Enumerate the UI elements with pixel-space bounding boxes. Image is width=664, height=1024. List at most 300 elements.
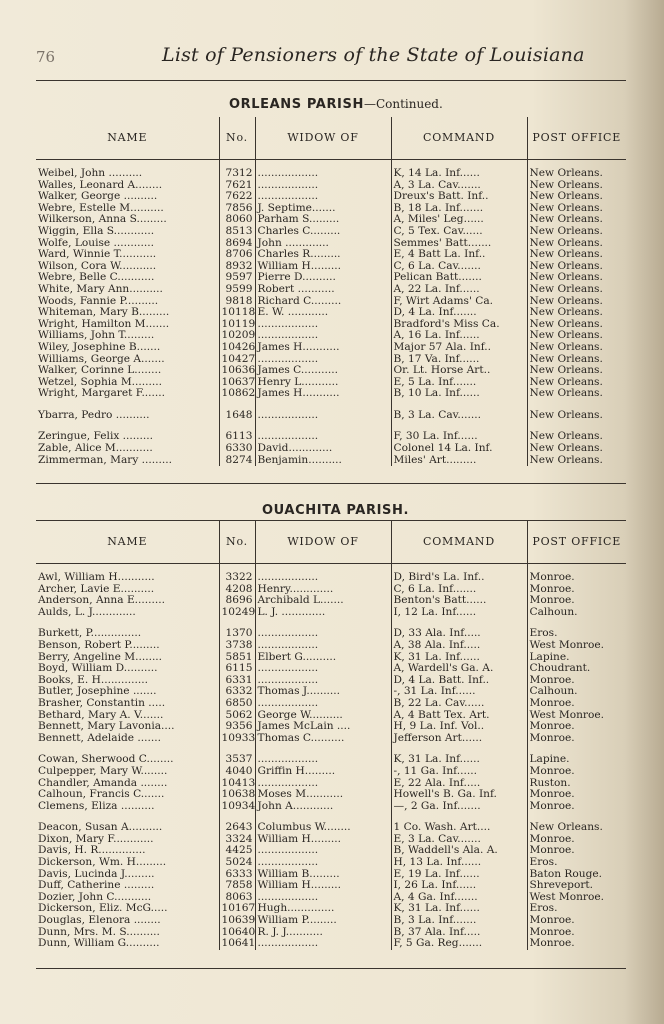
post-office-cell: New Orleans. [527, 203, 626, 215]
command-cell: H, 13 La. Inf...... [391, 857, 527, 869]
number-cell: 4040 [219, 766, 255, 778]
number-cell: 10639 [219, 915, 255, 927]
post-office-cell: Monroe. [527, 584, 626, 596]
ouachita-bottom-rule [36, 968, 626, 969]
name-cell: Bennett, Adelaide ....... [38, 732, 162, 744]
number-cell: 10934 [219, 801, 255, 813]
widow-cell: .................. [255, 754, 391, 766]
table-row [36, 801, 626, 813]
number-cell: 8063 [219, 892, 255, 904]
number-cell: 10426 [219, 342, 255, 354]
number-cell: 3322 [219, 564, 255, 584]
group-spacer [36, 812, 626, 822]
post-office-cell: Monroe. [527, 845, 626, 857]
post-office-cell: Eros. [527, 628, 626, 640]
post-office-cell: West Monroe. [527, 640, 626, 652]
command-cell: A, 3 La. Cav....... [391, 180, 527, 192]
table-row [36, 455, 626, 467]
post-office-cell: New Orleans. [527, 822, 626, 834]
table-row [36, 766, 626, 778]
post-office-cell: New Orleans. [527, 214, 626, 226]
widow-column-header: WIDOW OF [255, 117, 391, 160]
header-rule [36, 80, 626, 81]
command-cell: Bradford's Miss Ca. [391, 319, 527, 331]
number-cell: 10638 [219, 789, 255, 801]
widow-cell: .................. [255, 330, 391, 342]
number-cell: 9356 [219, 721, 255, 733]
command-cell: Jefferson Art...... [391, 733, 527, 745]
command-cell: B, 10 La. Inf...... [391, 388, 527, 400]
widow-cell: Parham S......... [255, 214, 391, 226]
table-row [36, 628, 626, 640]
command-cell: Colonel 14 La. Inf. [391, 443, 527, 455]
command-cell: B, 17 Va. Inf...... [391, 354, 527, 366]
number-cell: 10933 [219, 733, 255, 745]
orleans-bottom-rule [36, 483, 626, 484]
orleans-continued: —Continued. [363, 97, 443, 111]
command-column-header: COMMAND [391, 117, 527, 160]
number-cell: 4208 [219, 584, 255, 596]
post-office-cell: Shreveport. [527, 880, 626, 892]
page-number: 76 [36, 48, 56, 66]
widow-cell: R. J. J........... [255, 927, 391, 939]
widow-cell: .................. [255, 892, 391, 904]
table-row [36, 296, 626, 308]
command-cell: E, 4 Batt La. Inf.. [391, 249, 527, 261]
post-office-cell: Lapine. [527, 754, 626, 766]
post-office-cell: New Orleans. [527, 388, 626, 400]
table-row [36, 721, 626, 733]
table-row [36, 431, 626, 443]
number-cell: 6115 [219, 663, 255, 675]
command-cell: E, 19 La. Inf...... [391, 869, 527, 881]
name-cell: Chandler, Amanda ........ [38, 777, 168, 789]
widow-cell: David............. [255, 443, 391, 455]
ouachita-heading: OUACHITA PARISH. [262, 503, 409, 518]
number-cell: 10640 [219, 927, 255, 939]
name-cell: Wiggin, Ella S............ [38, 225, 155, 237]
table-row [36, 778, 626, 790]
post-office-cell: New Orleans. [527, 330, 626, 342]
name-cell: Walker, George .......... [38, 191, 158, 203]
table-row [36, 180, 626, 192]
orleans-section-title [229, 97, 443, 112]
number-cell: 10119 [219, 319, 255, 331]
post-office-cell: Eros. [527, 903, 626, 915]
post-office-cell: New Orleans. [527, 431, 626, 443]
name-cell: Davis, H. R.............. [38, 845, 146, 857]
widow-cell: Columbus W........ [255, 822, 391, 834]
table-row [36, 284, 626, 296]
table-row [36, 319, 626, 331]
widow-cell: Henry L........... [255, 377, 391, 389]
name-cell: Dozier, John C........... [38, 891, 152, 903]
number-cell: 9597 [219, 272, 255, 284]
widow-cell: Hugh.............. [255, 903, 391, 915]
name-cell: Walker, Corinne L........ [38, 365, 162, 377]
table-row [36, 698, 626, 710]
post-office-cell: New Orleans. [527, 455, 626, 467]
widow-cell: .................. [255, 675, 391, 687]
post-office-cell: Lapine. [527, 652, 626, 664]
number-cell: 1648 [219, 410, 255, 422]
table-row [36, 365, 626, 377]
name-cell: Wolfe, Louise ............ [38, 237, 154, 249]
name-cell: Anderson, Anna E......... [38, 595, 165, 607]
number-cell: 3324 [219, 834, 255, 846]
post-office-cell: Monroe. [527, 789, 626, 801]
number-cell: 9818 [219, 296, 255, 308]
post-office-cell: Monroe. [527, 564, 626, 584]
widow-cell: .................. [255, 698, 391, 710]
number-cell: 7622 [219, 191, 255, 203]
command-cell: Miles' Art......... [391, 455, 527, 467]
command-cell: -, 31 La. Inf...... [391, 686, 527, 698]
number-cell: 10249 [219, 607, 255, 619]
command-cell: A, 22 La. Inf...... [391, 284, 527, 296]
orleans-table [36, 117, 626, 466]
name-cell: White, Mary Ann.......... [38, 283, 163, 295]
name-cell: Whiteman, Mary B......... [38, 307, 170, 319]
post-office-cell: Choudrant. [527, 663, 626, 675]
post-office-cell: New Orleans. [527, 307, 626, 319]
widow-cell: J. Septime....... [255, 203, 391, 215]
post-office-cell: Monroe. [527, 698, 626, 710]
table-row [36, 249, 626, 261]
widow-cell: William H......... [255, 880, 391, 892]
command-cell: K, 14 La. Inf...... [391, 160, 527, 180]
name-cell: Walles, Leonard A........ [38, 179, 163, 191]
widow-cell: James H........... [255, 388, 391, 400]
command-cell: —, 2 Ga. Inf....... [391, 801, 527, 813]
widow-cell: .................. [255, 663, 391, 675]
table-row [36, 938, 626, 950]
table-row [36, 710, 626, 722]
post-office-column-header: POST OFFICE [527, 117, 626, 160]
name-cell: Aulds, L. J............. [38, 606, 136, 618]
number-column-header: No. [219, 521, 255, 564]
name-cell: Douglas, Elenora ........ [38, 915, 161, 927]
widow-cell: Thomas J.......... [255, 686, 391, 698]
post-office-cell: New Orleans. [527, 191, 626, 203]
table-row [36, 903, 626, 915]
post-office-cell: Monroe. [527, 801, 626, 813]
widow-cell: E. W. ............ [255, 307, 391, 319]
number-cell: 10209 [219, 330, 255, 342]
name-cell: Bethard, Mary A. V....... [38, 709, 164, 721]
post-office-cell: New Orleans. [527, 319, 626, 331]
command-cell: B, 3 La. Cav....... [391, 410, 527, 422]
number-cell: 5024 [219, 857, 255, 869]
widow-cell: .................. [255, 160, 391, 180]
command-cell: F, Wirt Adams' Ca. [391, 296, 527, 308]
table-row [36, 388, 626, 400]
widow-cell: Moses M........... [255, 789, 391, 801]
command-cell: Semmes' Batt....... [391, 238, 527, 250]
name-cell: Boyd, William D.......... [38, 663, 158, 675]
name-cell: Wiley, Josephine B....... [38, 341, 161, 353]
number-cell: 8513 [219, 226, 255, 238]
table-row [36, 238, 626, 250]
number-cell: 10641 [219, 938, 255, 950]
post-office-cell: New Orleans. [527, 160, 626, 180]
widow-cell: .................. [255, 564, 391, 584]
widow-cell: .................. [255, 410, 391, 422]
number-column-header: No. [219, 117, 255, 160]
number-cell: 10118 [219, 307, 255, 319]
post-office-cell: Monroe. [527, 675, 626, 687]
number-cell: 8060 [219, 214, 255, 226]
table-row [36, 857, 626, 869]
name-cell: Wetzel, Sophia M......... [38, 376, 162, 388]
number-cell: 7858 [219, 880, 255, 892]
command-cell: Or. Lt. Horse Art.. [391, 365, 527, 377]
command-cell: B, 37 Ala. Inf..... [391, 927, 527, 939]
command-cell: Benton's Batt...... [391, 595, 527, 607]
post-office-cell: New Orleans. [527, 342, 626, 354]
table-row [36, 564, 626, 584]
ouachita-table [36, 521, 626, 950]
widow-cell: Pierre D.......... [255, 272, 391, 284]
command-cell: D, 4 La. Inf....... [391, 307, 527, 319]
widow-cell: .................. [255, 938, 391, 950]
widow-cell: Richard C......... [255, 296, 391, 308]
table-row [36, 663, 626, 675]
widow-cell: William B......... [255, 869, 391, 881]
table-row [36, 595, 626, 607]
command-cell: B, 3 La. Inf....... [391, 915, 527, 927]
number-cell: 10636 [219, 365, 255, 377]
name-cell: Webre, Estelle M.......... [38, 202, 164, 214]
name-cell: Burkett, P............... [38, 628, 142, 640]
number-cell: 8696 [219, 595, 255, 607]
widow-cell: Henry............. [255, 584, 391, 596]
post-office-cell: New Orleans. [527, 443, 626, 455]
post-office-cell: New Orleans. [527, 410, 626, 422]
table-row [36, 443, 626, 455]
number-cell: 1370 [219, 628, 255, 640]
command-cell: A, Miles' Leg...... [391, 214, 527, 226]
table-row [36, 789, 626, 801]
ouachita-header-row [36, 521, 626, 564]
command-cell: A, Wardell's Ga. A. [391, 663, 527, 675]
widow-column-header: WIDOW OF [255, 521, 391, 564]
table-row [36, 754, 626, 766]
name-cell: Benson, Robert P......... [38, 639, 160, 651]
table-row [36, 261, 626, 273]
widow-cell: .................. [255, 857, 391, 869]
name-cell: Brasher, Constantin ..... [38, 697, 166, 709]
name-cell: Wilkerson, Anna S......... [38, 214, 167, 226]
post-office-cell: West Monroe. [527, 892, 626, 904]
widow-cell: William H......... [255, 261, 391, 273]
table-row [36, 160, 626, 180]
number-cell: 6330 [219, 443, 255, 455]
widow-cell: .................. [255, 845, 391, 857]
name-cell: Zable, Alice M........... [38, 443, 153, 455]
table-row [36, 203, 626, 215]
name-cell: Dickerson, Eliz. McG..... [38, 903, 168, 915]
name-cell: Ybarra, Pedro .......... [38, 409, 150, 421]
number-cell: 8694 [219, 238, 255, 250]
table-row [36, 733, 626, 745]
number-cell: 10427 [219, 354, 255, 366]
number-cell: 6113 [219, 431, 255, 443]
command-cell: -, 11 Ga. Inf...... [391, 766, 527, 778]
number-cell: 10637 [219, 377, 255, 389]
command-cell: E, 3 La. Cav....... [391, 834, 527, 846]
number-cell: 7856 [219, 203, 255, 215]
command-cell: A, 16 La. Inf...... [391, 330, 527, 342]
table-row [36, 330, 626, 342]
widow-cell: Robert ........... [255, 284, 391, 296]
post-office-cell: Monroe. [527, 733, 626, 745]
number-cell: 10862 [219, 388, 255, 400]
page-header [36, 44, 626, 74]
table-row [36, 892, 626, 904]
post-office-cell: New Orleans. [527, 296, 626, 308]
name-cell: Ward, Winnie T........... [38, 249, 157, 261]
name-cell: Bennett, Mary Lavonia.... [38, 721, 175, 733]
group-spacer [36, 400, 626, 410]
command-cell: A, 38 Ala. Inf..... [391, 640, 527, 652]
table-row [36, 834, 626, 846]
command-cell: D, 4 La. Batt. Inf.. [391, 675, 527, 687]
widow-cell: L. J. ............. [255, 607, 391, 619]
post-office-cell: West Monroe. [527, 710, 626, 722]
name-cell: Davis, Lucinda J......... [38, 868, 155, 880]
command-cell: K, 31 La. Inf...... [391, 754, 527, 766]
post-office-column-header: POST OFFICE [527, 521, 626, 564]
command-cell: K, 31 La. Inf...... [391, 903, 527, 915]
name-cell: Butler, Josephine ....... [38, 686, 157, 698]
command-cell: I, 12 La. Inf...... [391, 607, 527, 619]
widow-cell: .................. [255, 319, 391, 331]
number-cell: 8706 [219, 249, 255, 261]
table-row [36, 845, 626, 857]
command-cell: K, 31 La. Inf...... [391, 652, 527, 664]
post-office-cell: Monroe. [527, 834, 626, 846]
command-cell: Howell's B. Ga. Inf. [391, 789, 527, 801]
widow-cell: .................. [255, 354, 391, 366]
number-cell: 6331 [219, 675, 255, 687]
post-office-cell: Monroe. [527, 766, 626, 778]
post-office-cell: New Orleans. [527, 261, 626, 273]
table-row [36, 880, 626, 892]
command-cell: C, 5 Tex. Cav...... [391, 226, 527, 238]
widow-cell: .................. [255, 431, 391, 443]
command-cell: Major 57 Ala. Inf.. [391, 342, 527, 354]
name-cell: Williams, John T......... [38, 330, 155, 342]
post-office-cell: Calhoun. [527, 686, 626, 698]
widow-cell: Charles C......... [255, 226, 391, 238]
running-title: List of Pensioners of the State of Louisiana [162, 44, 585, 66]
table-row [36, 686, 626, 698]
post-office-cell: New Orleans. [527, 226, 626, 238]
post-office-cell: Monroe. [527, 938, 626, 950]
command-cell: B, 18 La. Inf....... [391, 203, 527, 215]
number-cell: 7621 [219, 180, 255, 192]
name-cell: Weibel, John .......... [38, 167, 143, 179]
table-row [36, 272, 626, 284]
post-office-cell: Monroe. [527, 721, 626, 733]
command-cell: B, Waddell's Ala. A. [391, 845, 527, 857]
table-row [36, 652, 626, 664]
command-cell: F, 30 La. Inf...... [391, 431, 527, 443]
command-cell: F, 5 Ga. Reg....... [391, 938, 527, 950]
name-cell: Clemens, Eliza .......... [38, 800, 155, 812]
table-row [36, 214, 626, 226]
number-cell: 5851 [219, 652, 255, 664]
command-cell: D, 33 Ala. Inf..... [391, 628, 527, 640]
name-cell: Dickerson, Wm. H......... [38, 857, 167, 869]
number-cell: 2643 [219, 822, 255, 834]
command-cell: A, 4 Ga. Inf....... [391, 892, 527, 904]
number-cell: 7312 [219, 160, 255, 180]
number-cell: 6332 [219, 686, 255, 698]
group-spacer [36, 421, 626, 431]
name-cell: Culpepper, Mary W........ [38, 765, 168, 777]
post-office-cell: Calhoun. [527, 607, 626, 619]
name-cell: Berry, Angeline M........ [38, 651, 163, 663]
command-cell: D, Bird's La. Inf.. [391, 564, 527, 584]
name-cell: Deacon, Susan A.......... [38, 822, 163, 834]
table-row [36, 607, 626, 619]
group-spacer [36, 744, 626, 754]
name-cell: Dunn, Mrs. M. S.......... [38, 926, 160, 938]
post-office-cell: Eros. [527, 857, 626, 869]
name-cell: Calhoun, Francis C....... [38, 789, 165, 801]
table-row [36, 342, 626, 354]
post-office-cell: Monroe. [527, 915, 626, 927]
group-spacer [36, 618, 626, 628]
number-cell: 10413 [219, 778, 255, 790]
command-cell: E, 5 La. Inf....... [391, 377, 527, 389]
widow-cell: Thomas C.......... [255, 733, 391, 745]
post-office-cell: Monroe. [527, 927, 626, 939]
command-cell: H, 9 La. Inf. Vol.. [391, 721, 527, 733]
table-row [36, 822, 626, 834]
command-cell: C, 6 La. Cav....... [391, 261, 527, 273]
widow-cell: .................. [255, 640, 391, 652]
widow-cell: Benjamin.......... [255, 455, 391, 467]
command-cell: Pelican Batt....... [391, 272, 527, 284]
table-row [36, 307, 626, 319]
widow-cell: John ............. [255, 238, 391, 250]
name-cell: Wright, Margaret F....... [38, 388, 166, 400]
widow-cell: .................. [255, 628, 391, 640]
name-cell: Zeringue, Felix ......... [38, 431, 153, 443]
widow-cell: John A............ [255, 801, 391, 813]
command-cell: A, 4 Batt Tex. Art. [391, 710, 527, 722]
name-cell: Wilson, Cora W........... [38, 260, 157, 272]
widow-cell: James McLain .... [255, 721, 391, 733]
table-row [36, 915, 626, 927]
table-row [36, 927, 626, 939]
number-cell: 6333 [219, 869, 255, 881]
orleans-rows [36, 160, 626, 467]
name-cell: Awl, William H........... [38, 571, 155, 583]
orleans-header-row [36, 117, 626, 160]
name-column-header: NAME [36, 521, 219, 564]
table-row [36, 675, 626, 687]
name-cell: Zimmerman, Mary ......... [38, 454, 172, 466]
command-cell: I, 26 La. Inf...... [391, 880, 527, 892]
widow-cell: .................. [255, 191, 391, 203]
post-office-cell: Baton Rouge. [527, 869, 626, 881]
name-cell: Webre, Belle C........... [38, 272, 155, 284]
post-office-cell: New Orleans. [527, 377, 626, 389]
